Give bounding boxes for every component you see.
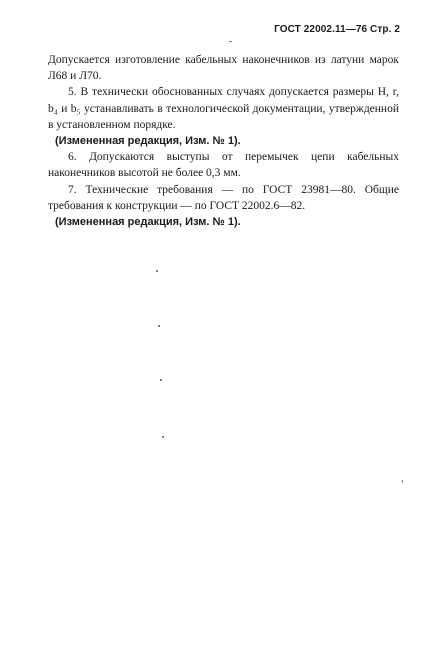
page-header (274, 24, 400, 35)
page-number: Стр. 2 (370, 24, 400, 35)
paragraph-item-5: 5. В технически обоснованных случаях допускается размеры H, r, b₄ и b₅ устанавливать в технологической документации, утвержденной в установленном порядке. (48, 86, 399, 131)
paragraph-item-6: 6. Допускаются выступы от перемычек цепи кабельных наконечников высотой не более 0,3 мм. (48, 151, 399, 180)
scan-speck (156, 270, 158, 272)
scan-speck (162, 436, 164, 438)
scan-speck (158, 325, 160, 327)
paragraph-item-7: 7. Технические требования — по ГОСТ 23981—80. Общие требования к конструкции — по ГОСТ 22002.6—82. (48, 183, 399, 212)
scan-speck (160, 379, 162, 381)
standard-number: ГОСТ 22002.11—76 (274, 24, 368, 35)
scan-speck (229, 41, 232, 42)
paragraph-brass-grades: Допускается изготовление кабельных наконечников из латуни марок Л68 и Л70. (48, 54, 399, 83)
document-body (48, 52, 399, 230)
amendment-note: (Измененная редакция, Изм. № 1). (55, 135, 241, 148)
amendment-note: (Измененная редакция, Изм. № 1). (55, 216, 241, 229)
scan-speck (402, 480, 403, 483)
